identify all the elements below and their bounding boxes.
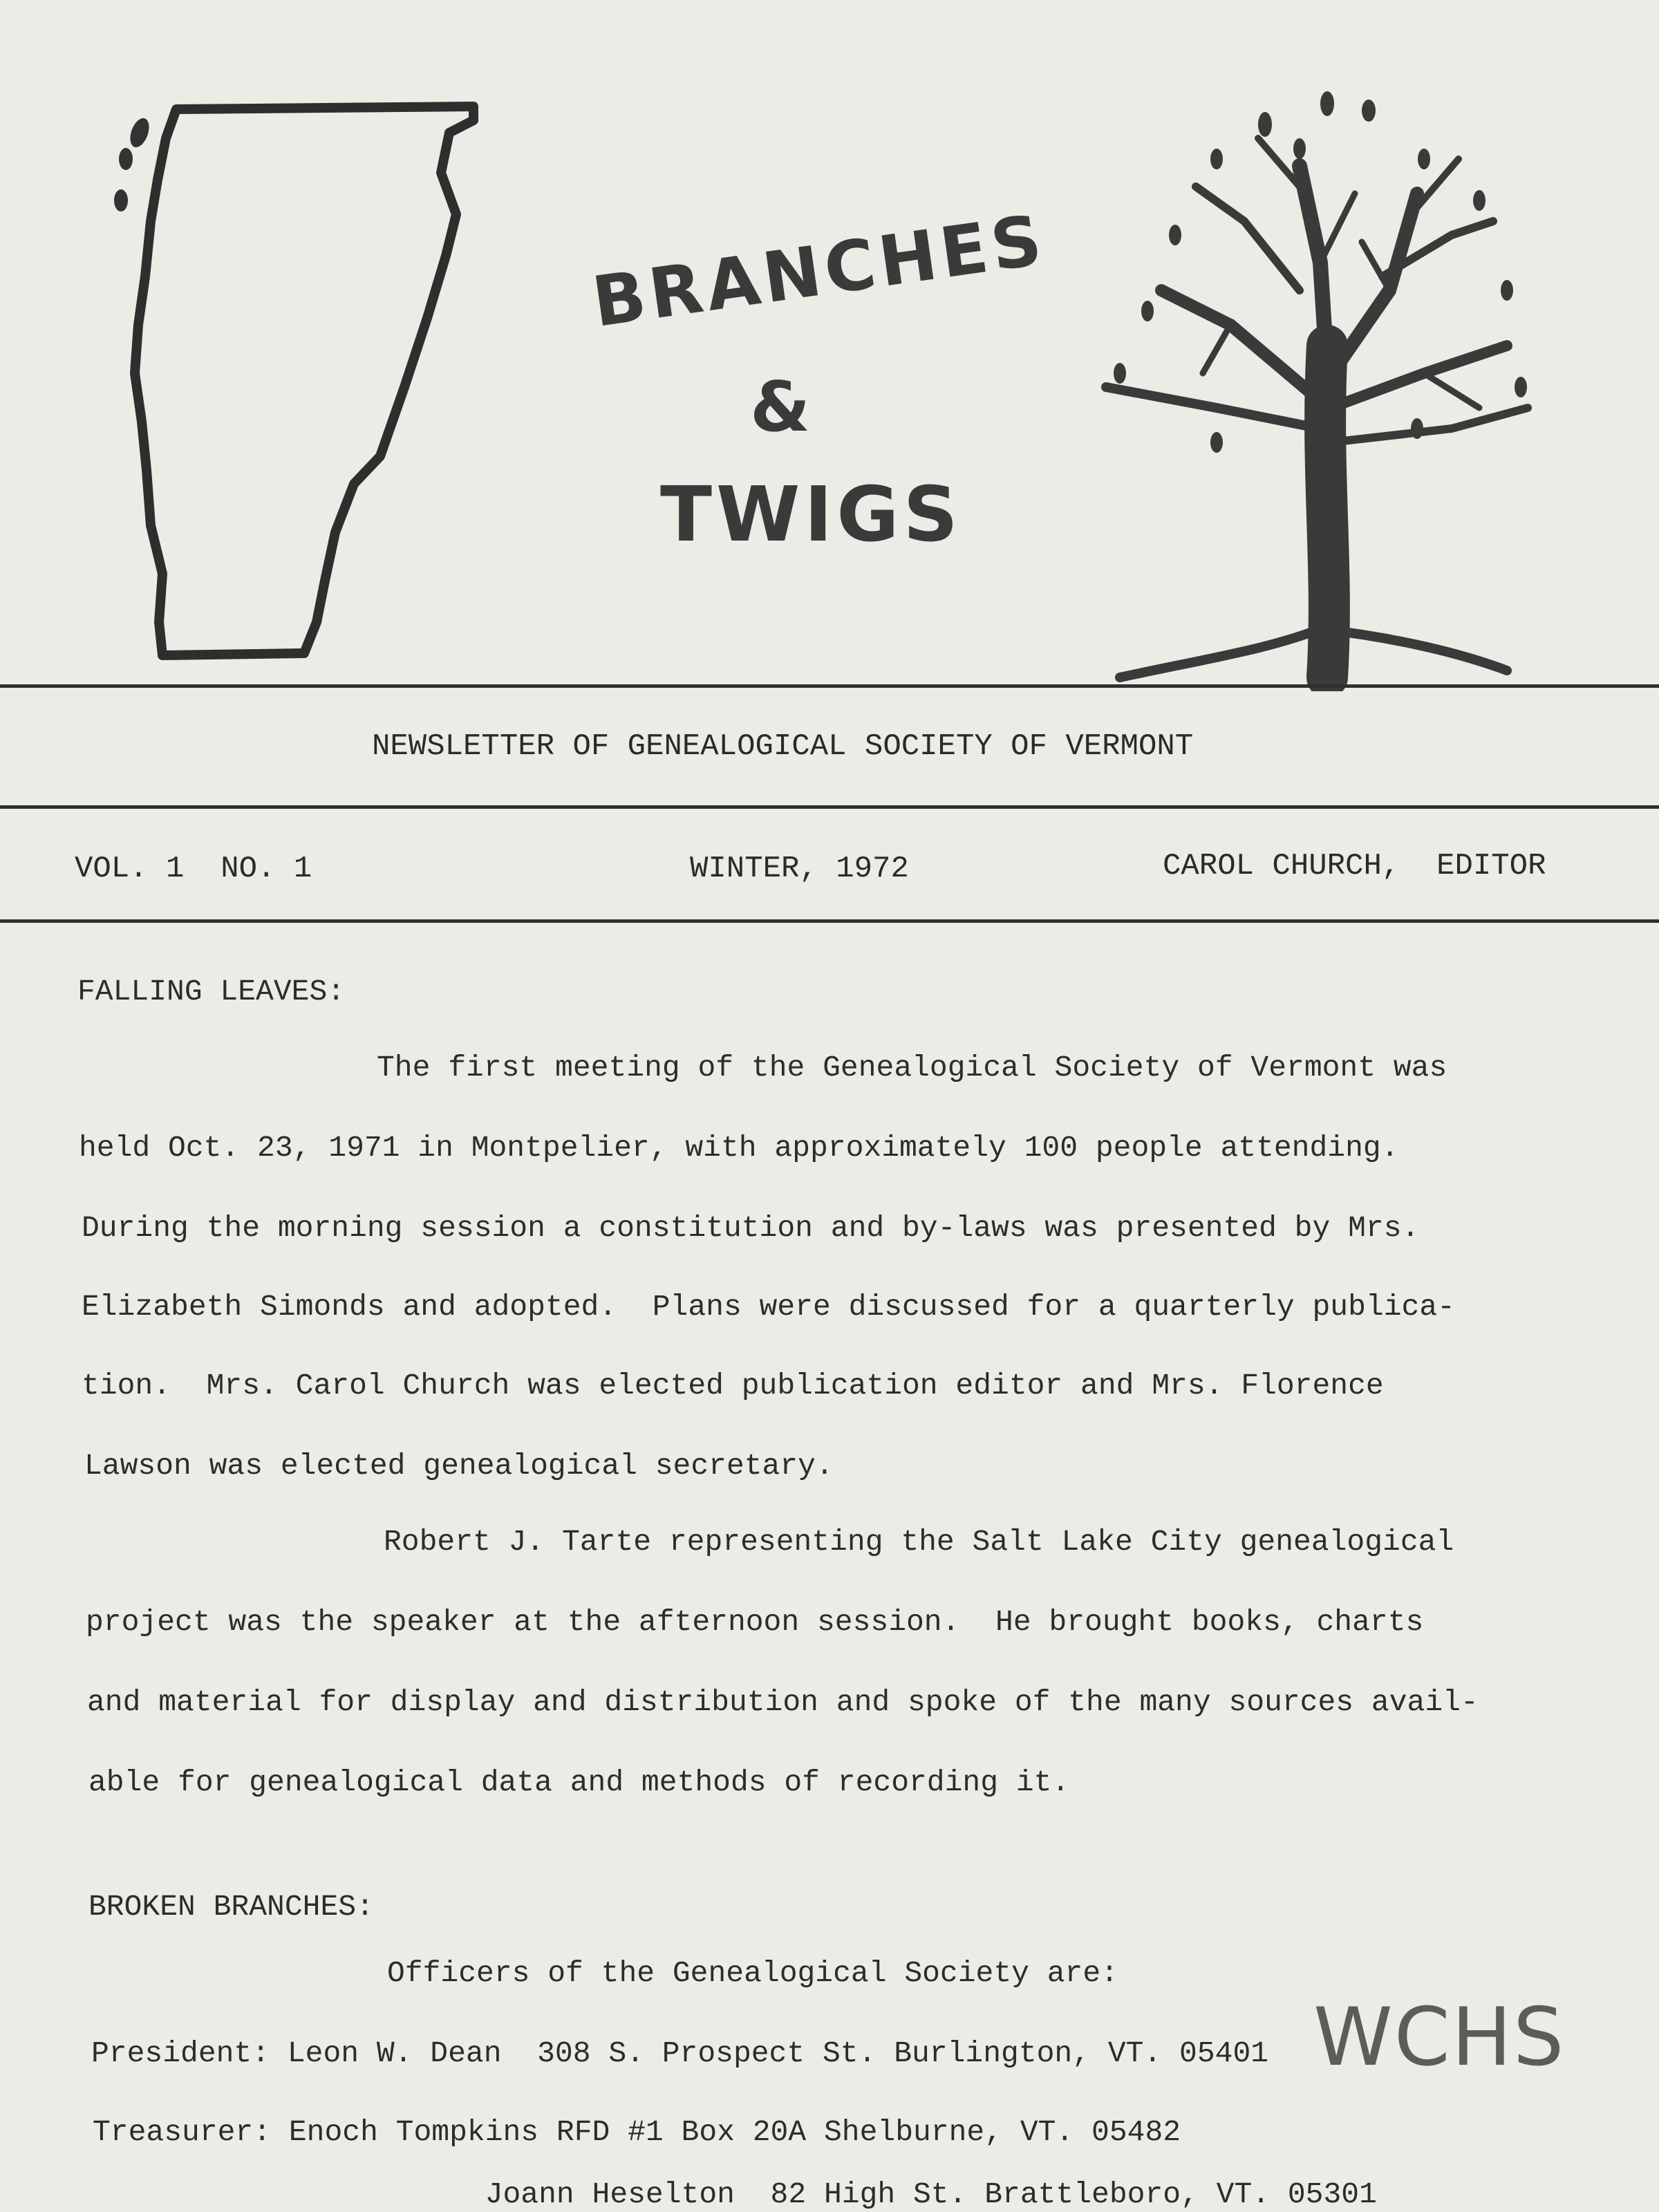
volume-number: VOL. 1 NO. 1 (75, 852, 312, 886)
body-line: Robert J. Tarte representing the Salt Lake City genealogical (384, 1525, 1454, 1559)
top-divider (0, 684, 1659, 688)
body-line: and material for display and distribution and spoke of the many sources avail- (87, 1685, 1479, 1719)
body-line: Elizabeth Simonds and adopted. Plans were discussed for a quarterly publica- (82, 1290, 1455, 1324)
vermont-map-icon (97, 97, 498, 677)
masthead-title-twigs: TWIGS (660, 470, 962, 559)
officer-line-treasurer: Treasurer: Enoch Tompkins RFD #1 Box 20A Shelburne, VT. 05482 (93, 2115, 1181, 2149)
body-line: able for genealogical data and methods of recording it. (88, 1765, 1070, 1799)
masthead-title-ampersand: & (750, 366, 815, 447)
body-line: Officers of the Genealogical Society are: (387, 1956, 1118, 1990)
issue-date: WINTER, 1972 (690, 852, 909, 886)
officer-line-president: President: Leon W. Dean 308 S. Prospect St. Burlington, VT. 05401 (91, 2036, 1269, 2070)
officer-line-secretary: Joann Heselton 82 High St. Brattleboro, VT. 05301 (93, 2177, 1377, 2211)
body-line: project was the speaker at the afternoon session. He brought books, charts (86, 1605, 1424, 1639)
section-heading-falling-leaves: FALLING LEAVES: (77, 975, 346, 1009)
bottom-divider (0, 919, 1659, 923)
middle-divider (0, 805, 1659, 809)
masthead-title-branches: BRANCHES (588, 199, 1051, 343)
tree-icon (1092, 83, 1535, 691)
editor-credit: CAROL CHURCH, EDITOR (1163, 849, 1546, 883)
body-line: tion. Mrs. Carol Church was elected publication editor and Mrs. Florence (82, 1369, 1384, 1403)
body-line: The first meeting of the Genealogical Society of Vermont was (377, 1051, 1447, 1085)
section-heading-broken-branches: BROKEN BRANCHES: (88, 1890, 374, 1924)
wchs-watermark: WCHS (1313, 1991, 1566, 2084)
body-line: held Oct. 23, 1971 in Montpelier, with approximately 100 people attending. (79, 1131, 1399, 1165)
body-line: During the morning session a constitution and by-laws was presented by Mrs. (82, 1211, 1420, 1245)
newsletter-subtitle: NEWSLETTER OF GENEALOGICAL SOCIETY OF VERMONT (372, 729, 1194, 764)
body-line: Lawson was elected genealogical secretary. (84, 1449, 834, 1483)
